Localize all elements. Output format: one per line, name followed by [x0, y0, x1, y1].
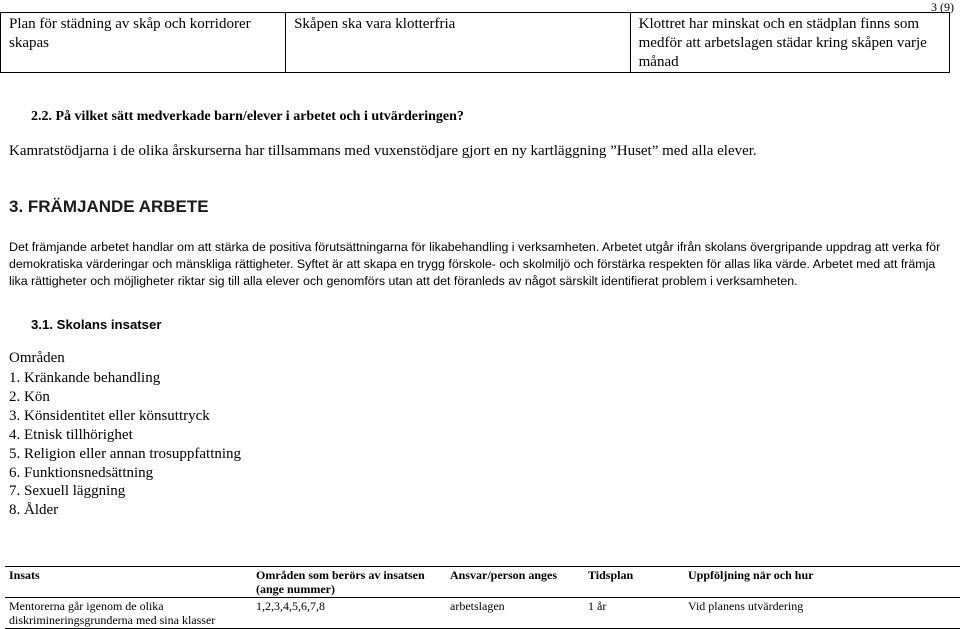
section-heading: 2.2. På vilket sätt medverkade barn/elever i arbetet och i utvärderingen?	[31, 109, 464, 124]
list-item: 1. Kränkande behandling	[9, 370, 161, 386]
table-header: Uppföljning när och hur	[684, 567, 960, 598]
actions-table	[5, 566, 960, 629]
table-header: Tidsplan	[584, 567, 684, 598]
subsection-heading: 3.1. Skolans insatser	[31, 317, 162, 332]
table-row	[1, 13, 950, 73]
table-cell: 1 år	[584, 598, 684, 629]
goals-table	[0, 12, 950, 73]
table-header: Områden som berörs av insatsen (ange nummer)	[252, 567, 446, 598]
list-item: 7. Sexuell läggning	[9, 483, 126, 500]
table-row	[5, 598, 960, 629]
table-cell: Plan för städning av skåp och korridorer skapas	[1, 13, 286, 73]
section-text: Kamratstödjarna i de olika årskurserna har tillsammans med vuxenstödjare gjort en ny kartläggning ”Huset” med alla elever.	[9, 143, 757, 159]
table-cell: Vid planens utvärdering	[684, 598, 960, 629]
table-cell: 1,2,3,4,5,6,7,8	[252, 598, 446, 629]
section-heading: 3. FRÄMJANDE ARBETE	[9, 197, 209, 216]
table-header-row	[5, 567, 960, 598]
list-item: 3. Könsidentitet eller könsuttryck	[9, 407, 210, 424]
section-text: Det främjande arbetet handlar om att stärka de positiva förutsättningarna för likabehandling i verksamheten. Arbetet utgår ifrån skolans övergripande uppdrag att verka för demokratiska värderingar och mänskliga rättigheter. Syftet är att skapa en trygg förskole- och skolmiljö och förstärka respekten för allas lika värde. Arbetet med att främja lika rättigheter och möjligheter riktar sig till alla elever och genomförs utan att det föranleds av något särskilt identifierat problem i verksamheten.	[9, 240, 941, 288]
list-item: 5. Religion eller annan trosuppfattning	[9, 445, 242, 462]
list-item: 4. Etnisk tillhörighet	[9, 426, 133, 443]
table-cell: arbetslagen	[446, 598, 584, 629]
table-cell: Skåpen ska vara klotterfria	[286, 13, 631, 73]
areas-title: Områden	[9, 350, 65, 366]
table-cell: Mentorerna går igenom de olika diskrimineringsgrunderna med sina klasser	[5, 598, 252, 629]
table-header: Insats	[5, 567, 252, 598]
table-header: Ansvar/person anges	[446, 567, 584, 598]
page-number: 3 (9)	[931, 0, 954, 14]
table-cell: Klottret har minskat och en städplan finns som medför att arbetslagen städar kring skåpen varje månad	[630, 13, 949, 73]
list-item: 2. Kön	[9, 388, 50, 405]
list-item: 8. Ålder	[9, 502, 59, 519]
list-item: 6. Funktionsnedsättning	[9, 464, 154, 481]
areas-list	[9, 369, 241, 520]
